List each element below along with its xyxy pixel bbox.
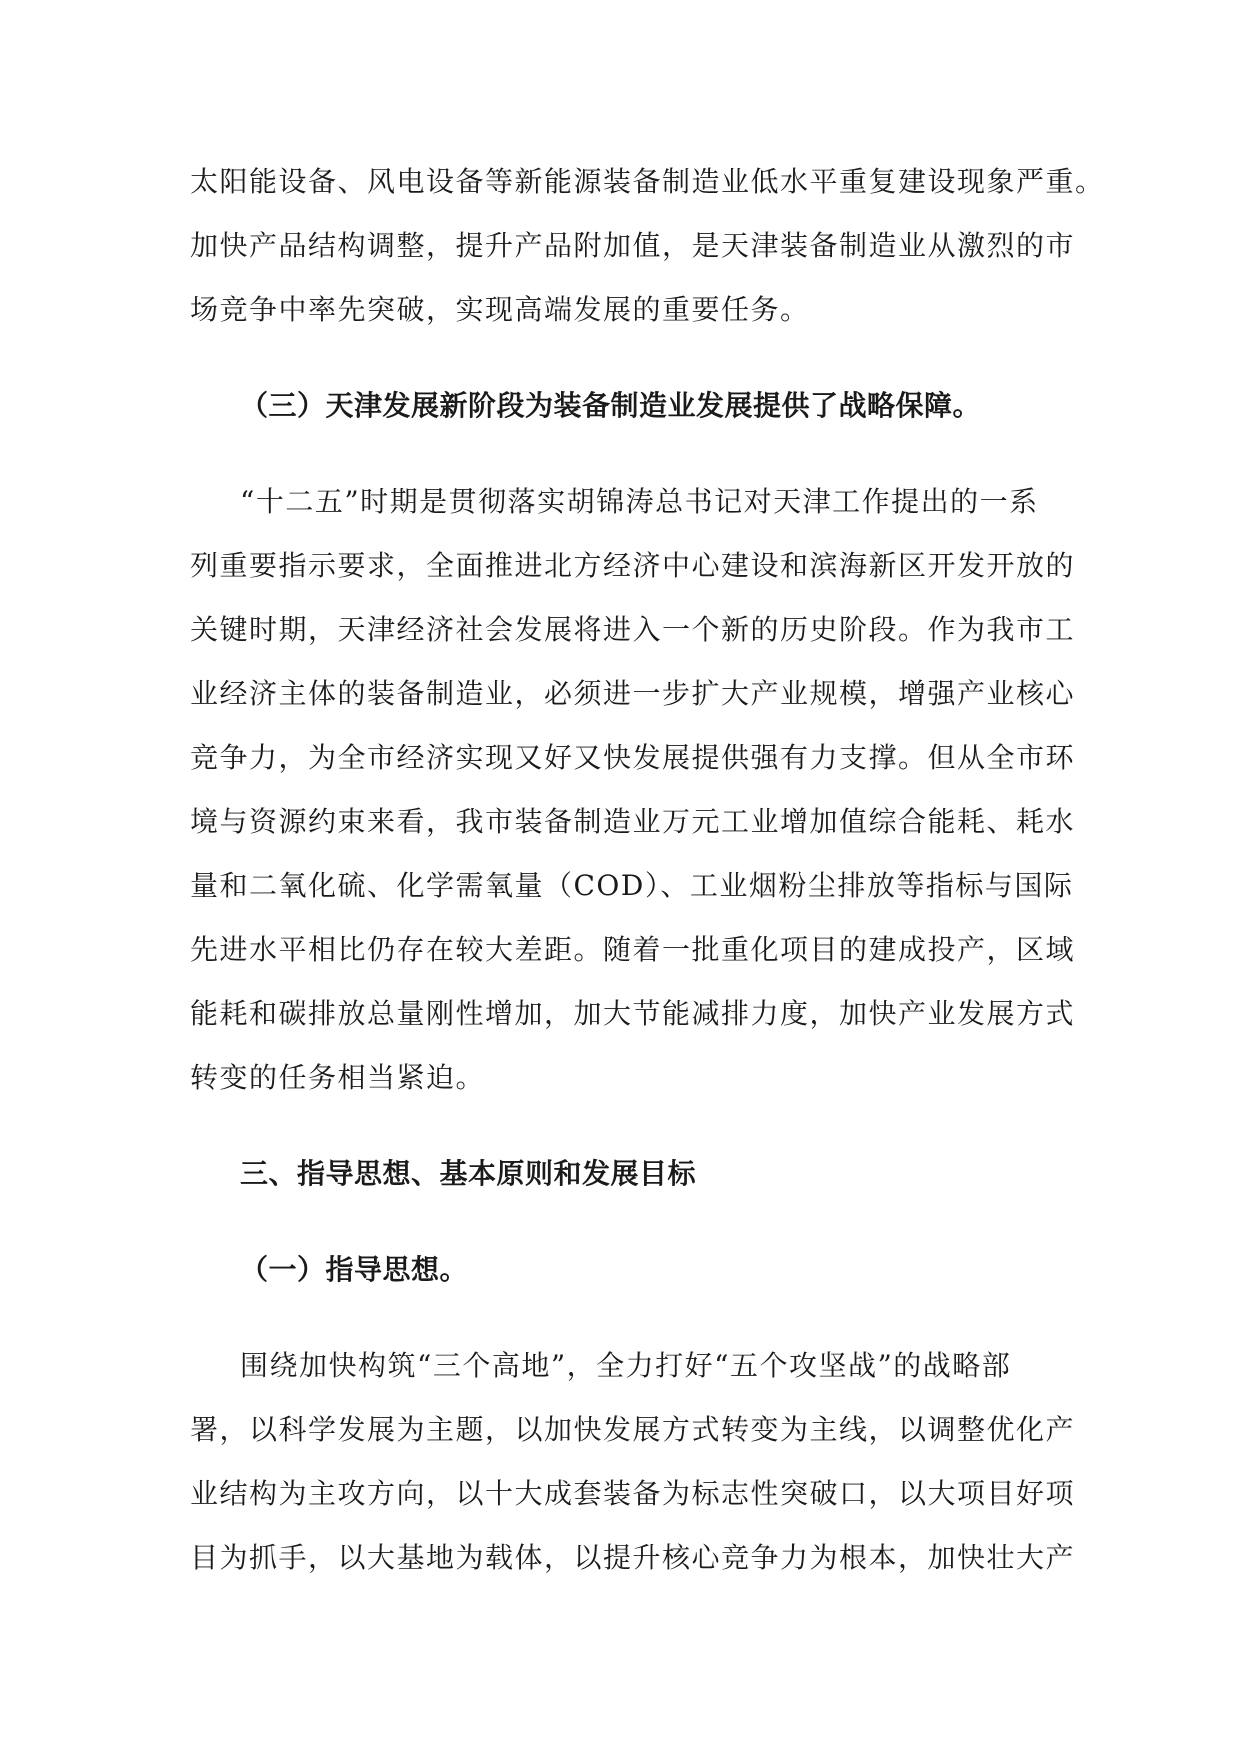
body-line-6: 列重要指示要求，全面推进北方经济中心建设和滨海新区开发开放的 bbox=[190, 549, 1076, 582]
body-line-17: 围绕加快构筑“三个高地”，全力打好“五个攻坚战”的战略部 bbox=[240, 1349, 1012, 1382]
body-line-1: 太阳能设备、风电设备等新能源装备制造业低水平重复建设现象严重。 bbox=[190, 165, 1105, 198]
body-line-2: 加快产品结构调整，提升产品附加值，是天津装备制造业从激烈的市 bbox=[190, 229, 1076, 262]
section-heading-1: （一）指导思想。 bbox=[240, 1253, 469, 1286]
body-line-13: 能耗和碳排放总量刚性增加，加大节能减排力度，加快产业发展方式 bbox=[190, 997, 1076, 1030]
body-line-14: 转变的任务相当紧迫。 bbox=[190, 1061, 486, 1094]
body-line-11: 量和二氧化硫、化学需氧量（COD）、工业烟粉尘排放等指标与国际 bbox=[190, 869, 1074, 902]
chapter-heading: 三、指导思想、基本原则和发展目标 bbox=[240, 1157, 697, 1190]
body-line-7: 关键时期，天津经济社会发展将进入一个新的历史阶段。作为我市工 bbox=[190, 613, 1076, 646]
section-heading-3: （三）天津发展新阶段为装备制造业发展提供了战略保障。 bbox=[240, 389, 982, 422]
body-line-3: 场竞争中率先突破，实现高端发展的重要任务。 bbox=[190, 293, 810, 326]
body-line-12: 先进水平相比仍存在较大差距。随着一批重化项目的建成投产，区域 bbox=[190, 933, 1076, 966]
body-line-20: 目为抓手，以大基地为载体，以提升核心竞争力为根本，加快壮大产 bbox=[190, 1541, 1076, 1574]
body-line-5: “十二五”时期是贯彻落实胡锦涛总书记对天津工作提出的一系 bbox=[240, 485, 1039, 518]
body-line-9: 竞争力，为全市经济实现又好又快发展提供强有力支撑。但从全市环 bbox=[190, 741, 1076, 774]
body-line-10: 境与资源约束来看，我市装备制造业万元工业增加值综合能耗、耗水 bbox=[190, 805, 1076, 838]
body-line-18: 署，以科学发展为主题，以加快发展方式转变为主线，以调整优化产 bbox=[190, 1413, 1076, 1446]
body-line-19: 业结构为主攻方向，以十大成套装备为标志性突破口，以大项目好项 bbox=[190, 1477, 1076, 1510]
body-line-8: 业经济主体的装备制造业，必须进一步扩大产业规模，增强产业核心 bbox=[190, 677, 1076, 710]
